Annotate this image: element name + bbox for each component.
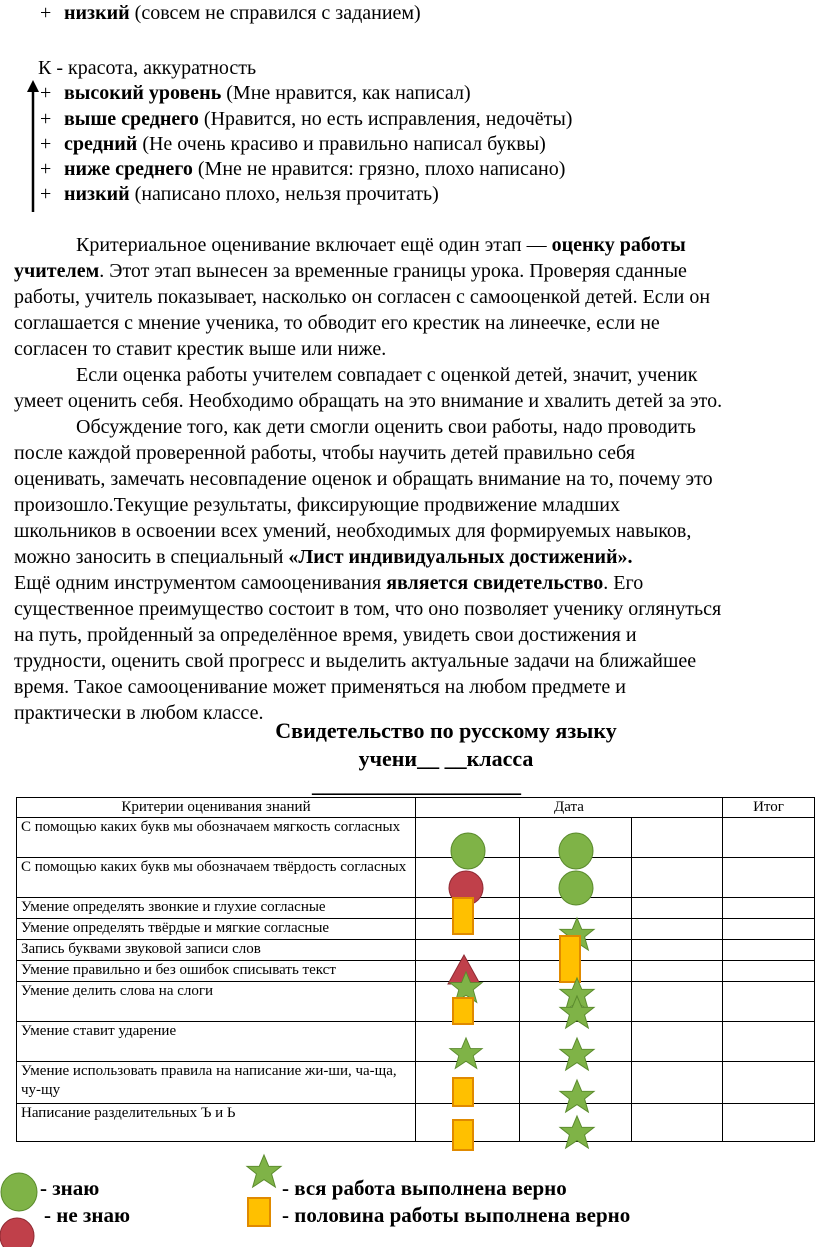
plus-sign: + [40, 2, 52, 24]
text-line: трудности, оценить свой прогресс и выделить актуальные задачи на ближайшее [14, 650, 697, 672]
text-line: умеет оценить себя. Необходимо обращать на это внимание и хвалить детей за это. [14, 390, 723, 412]
text-line: Обсуждение того, как дети смогли оценить свои работы, надо проводить [76, 416, 696, 438]
date-cell [520, 818, 632, 858]
plus-sign: + [40, 158, 52, 180]
criterion-cell: Умение ставит ударение [17, 1022, 416, 1062]
text-span: можно заносить в специальный [14, 546, 289, 568]
criterion-cell: Умение использовать правила на написание жи-ши, ча-ща, чу-щу [17, 1062, 416, 1104]
table-row [17, 1104, 815, 1142]
date-cell [632, 1062, 723, 1104]
legend-marks [244, 1152, 284, 1238]
level-desc: (Не очень красиво и правильно написал буквы) [137, 133, 546, 155]
table-header-row [17, 798, 815, 818]
result-cell [723, 858, 815, 898]
body-text [14, 232, 810, 726]
date-cell [416, 940, 520, 961]
level-desc: (совсем не справился с заданием) [129, 2, 421, 24]
date-cell [520, 1022, 632, 1062]
date-cell [416, 858, 520, 898]
text-line: работы, учитель показывает, насколько он согласен с самооценкой детей. Если он [14, 286, 711, 308]
text-line: существенное преимущество состоит в том, что оно позволяет ученику оглянуться [14, 598, 722, 620]
criterion-cell: Умение делить слова на слоги [17, 982, 416, 1022]
date-cell [416, 818, 520, 858]
text-line: соглашается с мнение ученика, то обводит его крестик на линеечке, если не [14, 312, 660, 334]
text-line [14, 232, 810, 258]
header-result: Итог [723, 798, 815, 818]
text-line: школьников в освоении всех умений, необходимых для формируемых навыков, [14, 520, 692, 542]
level-desc: (Мне не нравится: грязно, плохо написано) [192, 158, 566, 180]
red-circle-icon [0, 1218, 34, 1247]
date-cell [632, 961, 723, 982]
criterion-cell: Умение определять звонкие и глухие согласные [17, 898, 416, 919]
level-name: ниже среднего [64, 158, 193, 180]
result-cell [723, 1104, 815, 1142]
result-cell [723, 982, 815, 1022]
date-cell [632, 858, 723, 898]
date-cell [632, 982, 723, 1022]
green-star-icon [247, 1155, 281, 1187]
text-line: практически в любом классе. [14, 702, 264, 724]
date-cell [632, 1022, 723, 1062]
text-line: согласен то ставит крестик выше или ниже. [14, 338, 387, 360]
text-line [14, 570, 810, 596]
table-row [17, 1022, 815, 1062]
level-name: низкий [64, 2, 130, 24]
level-desc: (Нравится, но есть исправления, недочёты) [198, 108, 573, 130]
plus-sign: + [40, 82, 52, 104]
bold-text: оценку работы [551, 234, 686, 256]
certificate-subtitle [0, 746, 816, 772]
k-item-average [40, 131, 546, 157]
text-line: на путь, пройденный за определённое время, увидеть свои достижения и [14, 624, 637, 646]
k-heading: К - красота, аккуратность [38, 57, 257, 79]
certificate-title [0, 718, 816, 744]
date-cell [632, 818, 723, 858]
date-cell [520, 1104, 632, 1142]
table-row [17, 818, 815, 858]
text-span: . Этот этап вынесен за временные границы урока. Проверяя сданные [99, 260, 687, 282]
k-item-low [40, 181, 439, 207]
table-row [17, 919, 815, 940]
table-row [17, 940, 815, 961]
date-cell [520, 898, 632, 919]
plus-sign: + [40, 183, 52, 205]
table-row [17, 898, 815, 919]
date-cell [632, 1104, 723, 1142]
bold-text: является свидетельство [386, 572, 604, 594]
name-line: ___________________ [312, 772, 521, 797]
text-line [14, 258, 810, 284]
text-line: произошло.Текущие результаты, фиксирующие продвижение младших [14, 494, 620, 516]
k-item-below-average [40, 156, 565, 182]
result-cell [723, 919, 815, 940]
result-cell [723, 1022, 815, 1062]
top-list-item [40, 0, 421, 26]
criterion-cell: Написание разделительных Ъ и Ь [17, 1104, 416, 1142]
header-date: Дата [416, 798, 723, 818]
legend-know: - знаю [40, 1176, 100, 1200]
text-line: после каждой проверенной работы, чтобы научить детей правильно себя [14, 442, 635, 464]
date-cell [520, 858, 632, 898]
date-cell [632, 940, 723, 961]
level-desc: (написано плохо, нельзя прочитать) [129, 183, 439, 205]
table-row [17, 982, 815, 1022]
criterion-cell: С помощью каких букв мы обозначаем твёрдость согласных [17, 858, 416, 898]
date-cell [416, 898, 520, 919]
k-item-high [40, 80, 471, 106]
text-line: оценивать, замечать несовпадение оценок и обращать внимание на то, почему это [14, 468, 713, 490]
date-cell [520, 982, 632, 1022]
table-row [17, 961, 815, 982]
k-item-above-average [40, 106, 572, 132]
bold-text: учителем [14, 260, 100, 282]
level-name: выше среднего [64, 108, 199, 130]
level-name: высокий уровень [64, 82, 222, 104]
date-cell [416, 1104, 520, 1142]
header-criteria: Критерии оценивания знаний [17, 798, 416, 818]
date-cell [416, 961, 520, 982]
bold-text: «Лист индивидуальных достижений». [288, 546, 633, 568]
legend-half-correct: - половина работы выполнена верно [282, 1203, 631, 1227]
date-cell [520, 1062, 632, 1104]
text-line: время. Такое самооценивание может применяться на любом предмете и [14, 676, 626, 698]
criterion-cell: Умение определять твёрдые и мягкие согласные [17, 919, 416, 940]
table-row [17, 858, 815, 898]
date-cell [416, 982, 520, 1022]
criteria-table [16, 797, 815, 1142]
yellow-square-icon [248, 1198, 270, 1226]
result-cell [723, 940, 815, 961]
level-desc: (Мне нравится, как написал) [221, 82, 471, 104]
up-arrow-icon [26, 80, 40, 214]
date-cell [416, 1022, 520, 1062]
result-cell [723, 961, 815, 982]
level-name: средний [64, 133, 138, 155]
text-line [14, 544, 810, 570]
date-cell [520, 940, 632, 961]
date-cell [520, 961, 632, 982]
plus-sign: + [40, 108, 52, 130]
certificate-title-text: Свидетельство по русскому языку [275, 718, 617, 743]
plus-sign: + [40, 133, 52, 155]
text-span: . Его [603, 572, 644, 594]
criterion-cell: Запись буквами звуковой записи слов [17, 940, 416, 961]
criterion-cell: Умение правильно и без ошибок списывать текст [17, 961, 416, 982]
text-span: Ещё одним инструментом самооценивания [14, 572, 387, 594]
legend-know-marker [0, 1170, 40, 1247]
legend-all-correct: - вся работа выполнена верно [282, 1176, 567, 1200]
date-cell [520, 919, 632, 940]
text-line: Если оценка работы учителем совпадает с оценкой детей, значит, ученик [76, 364, 698, 386]
text-span: Критериальное оценивание включает ещё один этап — [76, 234, 552, 256]
date-cell [632, 919, 723, 940]
result-cell [723, 1062, 815, 1104]
criterion-cell: С помощью каких букв мы обозначаем мягкость согласных [17, 818, 416, 858]
result-cell [723, 898, 815, 919]
legend-dont-know: - не знаю [44, 1203, 130, 1227]
green-circle-icon [1, 1173, 37, 1211]
date-cell [416, 1062, 520, 1104]
date-cell [416, 919, 520, 940]
level-name: низкий [64, 183, 130, 205]
certificate-subtitle-text: учени__ __класса [358, 746, 534, 771]
result-cell [723, 818, 815, 858]
date-cell [632, 898, 723, 919]
table-row [17, 1062, 815, 1104]
